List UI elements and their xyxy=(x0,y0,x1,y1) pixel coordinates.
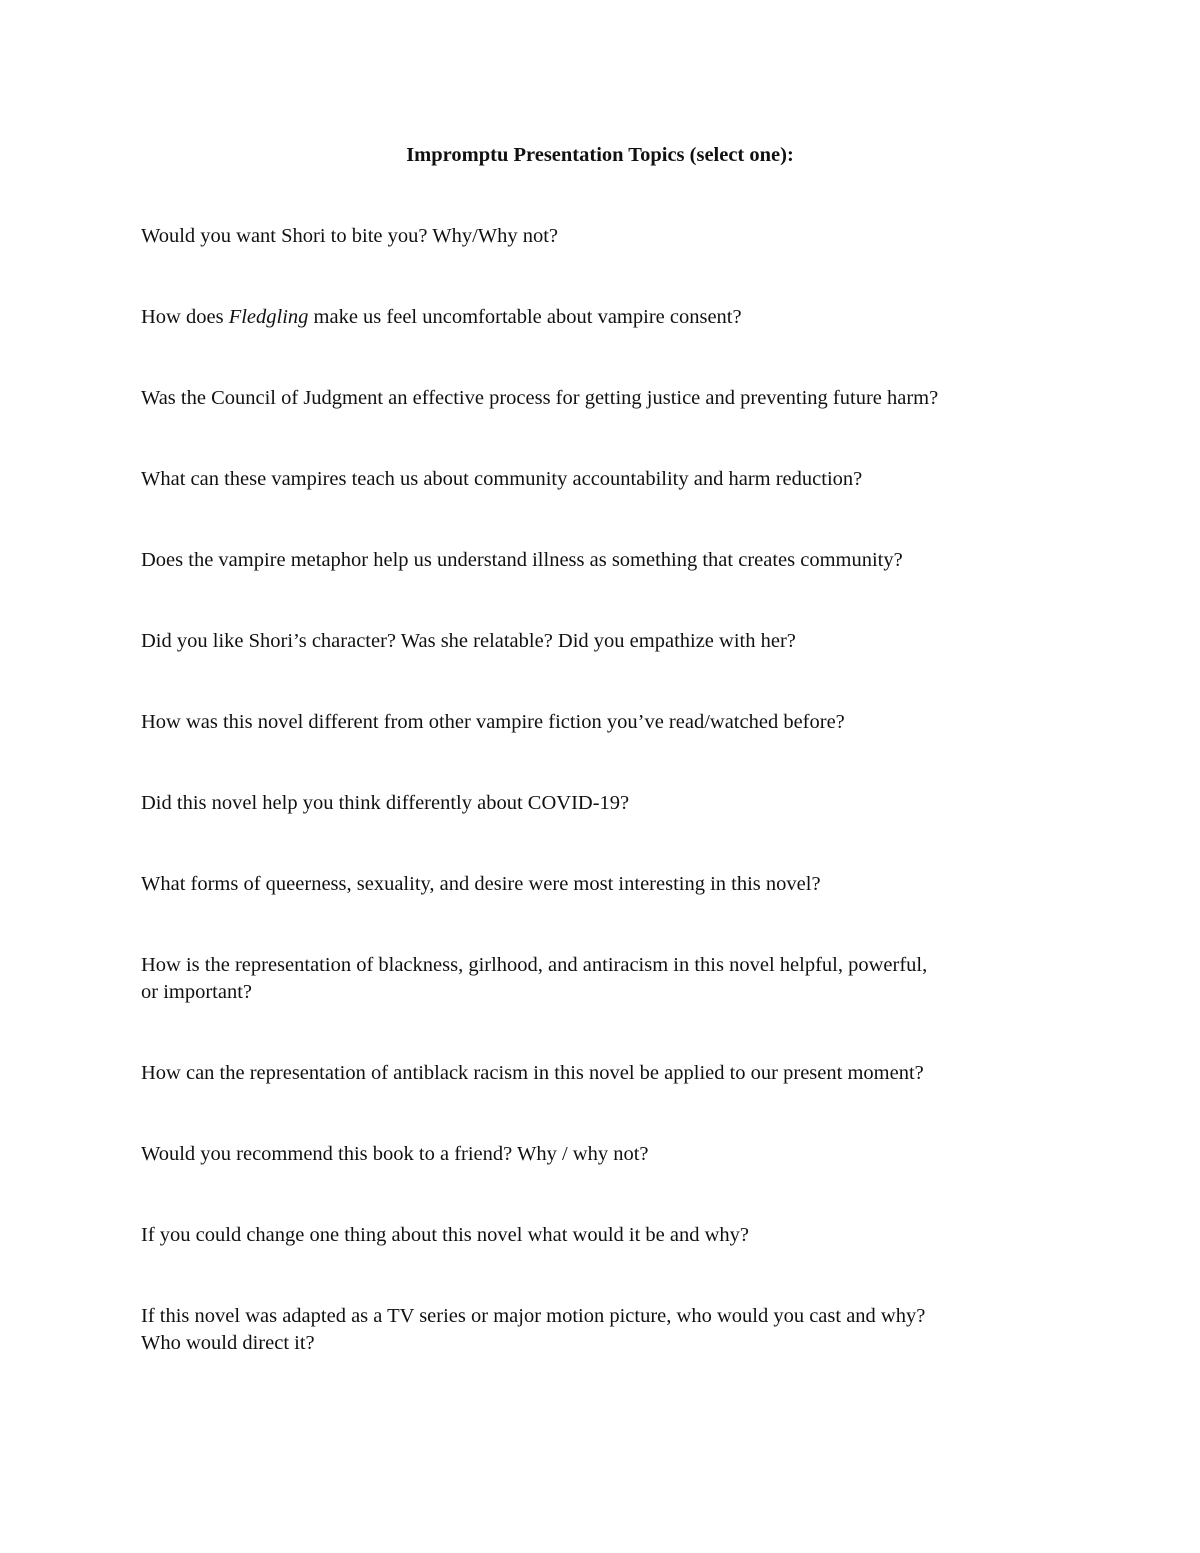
question-2 xyxy=(141,304,1141,331)
question-4 xyxy=(141,466,1141,493)
question-11 xyxy=(141,1060,1141,1087)
question-line: Who would direct it? xyxy=(141,1332,315,1354)
question-line: Did this novel help you think differently about COVID-19? xyxy=(141,792,630,814)
question-line: How was this novel different from other vampire fiction you’ve read/watched before? xyxy=(141,711,845,733)
question-line: What can these vampires teach us about community accountability and harm reduction? xyxy=(141,468,863,490)
question-13 xyxy=(141,1222,1141,1249)
question-line: or important? xyxy=(141,981,253,1003)
question-3 xyxy=(141,385,1141,412)
question-6 xyxy=(141,628,1141,655)
question-line: Was the Council of Judgment an effective process for getting justice and preventing future harm? xyxy=(141,387,939,409)
question-line: Would you want Shori to bite you? Why/Why not? xyxy=(141,225,559,247)
question-line: Does the vampire metaphor help us understand illness as something that creates community? xyxy=(141,549,903,571)
question-suffix: make us feel uncomfortable about vampire consent? xyxy=(308,306,742,328)
page-title: Impromptu Presentation Topics (select one): xyxy=(406,144,794,166)
question-line: How can the representation of antiblack racism in this novel be applied to our present moment? xyxy=(141,1062,924,1084)
question-prefix: How does xyxy=(141,306,229,328)
question-line: How is the representation of blackness, girlhood, and antiracism in this novel helpful, powerful, xyxy=(141,954,928,976)
book-title: Fledgling xyxy=(228,306,309,328)
question-line: If you could change one thing about this novel what would it be and why? xyxy=(141,1224,750,1246)
question-14 xyxy=(141,1303,1141,1357)
question-line: Would you recommend this book to a friend? Why / why not? xyxy=(141,1143,649,1165)
question-line: If this novel was adapted as a TV series or major motion picture, who would you cast and why? xyxy=(141,1305,926,1327)
question-7 xyxy=(141,709,1141,736)
question-8 xyxy=(141,790,1141,817)
question-1 xyxy=(141,223,1141,250)
question-line: Did you like Shori’s character? Was she relatable? Did you empathize with her? xyxy=(141,630,796,652)
question-12 xyxy=(141,1141,1141,1168)
question-9 xyxy=(141,871,1141,898)
question-10 xyxy=(141,952,1141,1006)
question-line: What forms of queerness, sexuality, and desire were most interesting in this novel? xyxy=(141,873,821,895)
question-5 xyxy=(141,547,1141,574)
question-list xyxy=(141,223,1141,1411)
